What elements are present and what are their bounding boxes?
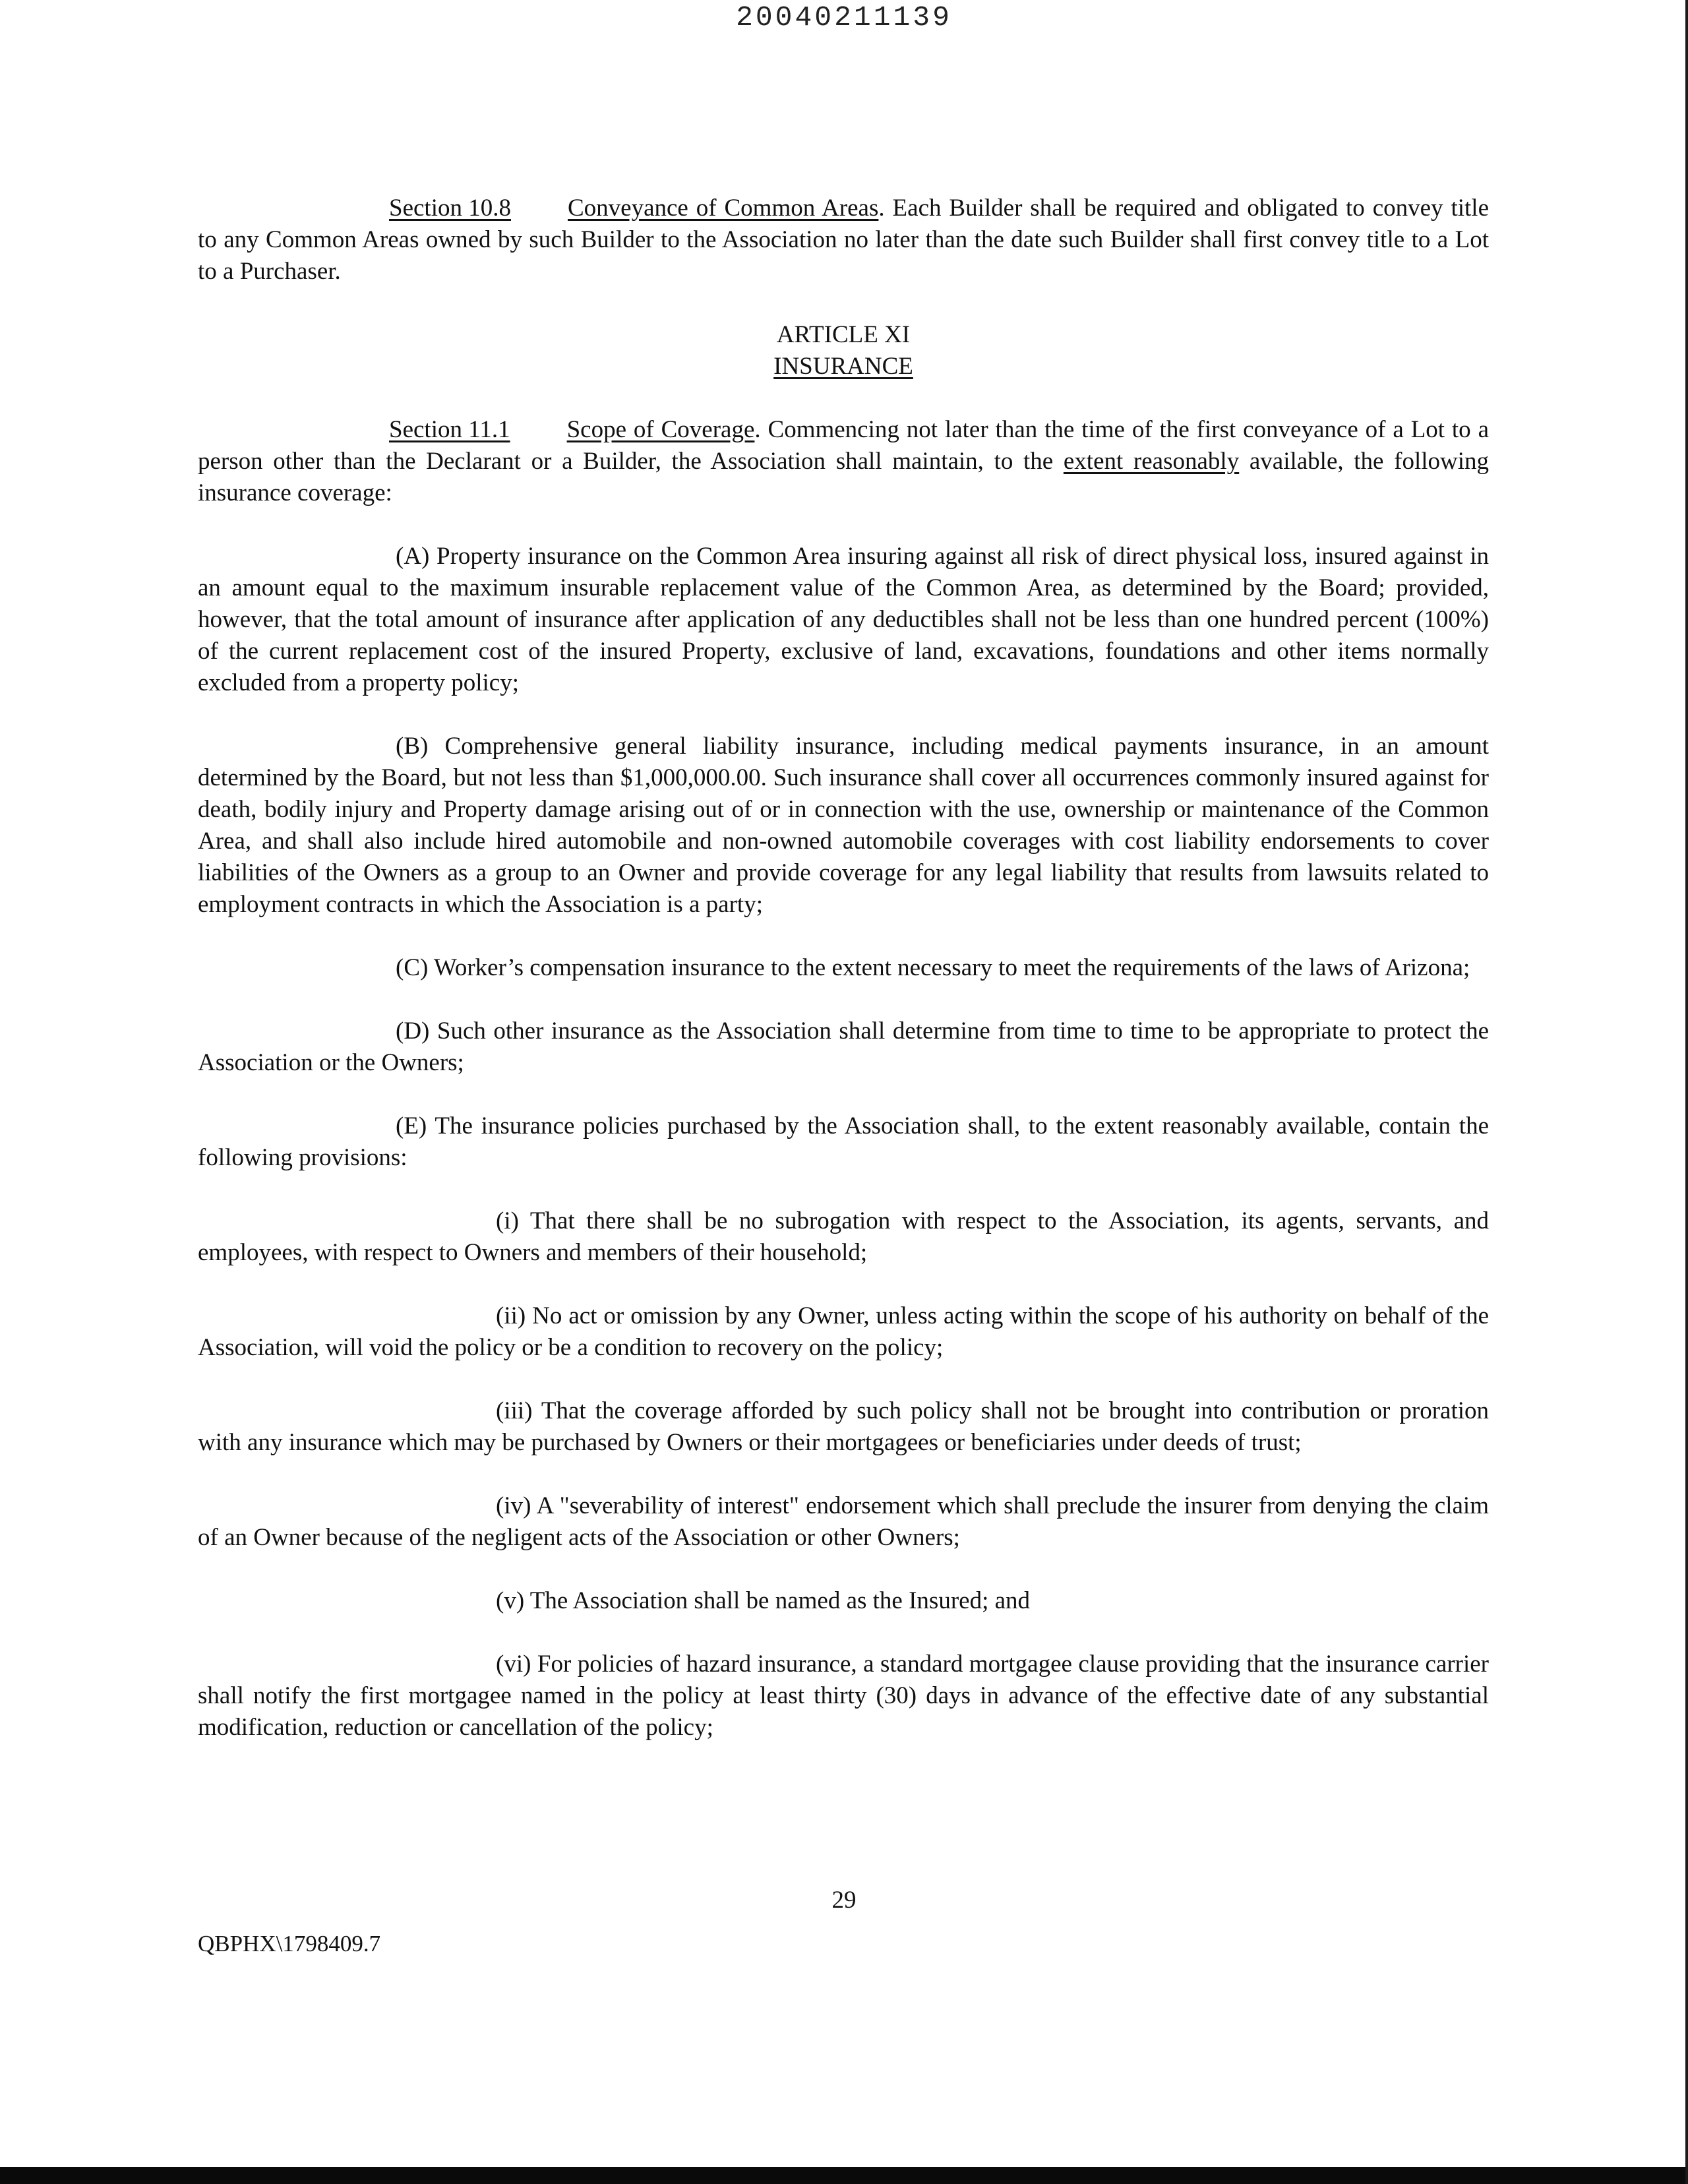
article-title: INSURANCE	[773, 353, 913, 380]
section-11-1-body-after: available, the following insurance coverage:	[198, 448, 1490, 506]
section-10-8	[198, 193, 1489, 288]
section-10-8-number: Section 10.8	[389, 195, 511, 222]
article-number: ARTICLE XI	[776, 321, 911, 348]
document-body	[198, 193, 1489, 1775]
item-b: (B) Comprehensive general liability insurance, including medical payments insurance, in an amount determined by the Board, but not less than $1,000,000.00. Such insurance shall cover all occurrences commonly insured against for death, bodily injury and Property damage arising out of or in connection with the use, ownership or maintenance of the Common Area, and shall also include hired automobile and non-owned automobile coverages with cost liability endorsements to cover liabilities of the Owners as a group to an Owner and provide coverage for any legal liability that results from lawsuits related to employment contracts in which the Association is a party;	[198, 733, 1489, 918]
recording-number: 20040211139	[736, 1, 952, 34]
item-d: (D) Such other insurance as the Association shall determine from time to time to be appropriate to protect the Association or the Owners;	[198, 1017, 1489, 1076]
subitem-iii: (iii) That the coverage afforded by such policy shall not be brought into contribution or proration with any insurance which may be purchased by Owners or their mortgagees or beneficiaries under deeds of trust;	[198, 1397, 1489, 1456]
section-11-1-number: Section 11.1	[389, 416, 510, 443]
section-10-8-title: Conveyance of Common Areas	[567, 195, 879, 222]
article-heading	[198, 319, 1489, 382]
section-10-8-body: . Each Builder shall be required and obligated to convey title to any Common Areas owned by such Builder to the Association no later than the date such Builder shall first convey title to a Lot to a Purchaser.	[198, 195, 1489, 285]
section-11-1	[198, 414, 1489, 509]
scan-bottom-border	[0, 2167, 1688, 2184]
subitem-vi: (vi) For policies of hazard insurance, a standard mortgagee clause providing that the insurance carrier shall notify the first mortgagee named in the policy at least thirty (30) days in advance of the effective date of any substantial modification, reduction or cancellation of the policy;	[198, 1651, 1489, 1741]
item-a: (A) Property insurance on the Common Area insuring against all risk of direct physical loss, insured against in an amount equal to the maximum insurable replacement value of the Common Area, as determined by the Board; provided, however, that the total amount of insurance after application of any deductibles shall not be less than one hundred percent (100%) of the current replacement cost of the insured Property, exclusive of land, excavations, foundations and other items normally excluded from a property policy;	[198, 543, 1489, 696]
subitem-iv: (iv) A "severability of interest" endorsement which shall preclude the insurer from denying the claim of an Owner because of the negligent acts of the Association or other Owners;	[198, 1492, 1489, 1551]
section-11-1-title: Scope of Coverage	[566, 416, 755, 443]
document-id: QBPHX\1798409.7	[198, 1931, 381, 1957]
page-number: 29	[831, 1887, 857, 1914]
subitem-i: (i) That there shall be no subrogation with respect to the Association, its agents, servants, and employees, with respect to Owners and members of their household;	[198, 1207, 1489, 1266]
subitem-v: (v) The Association shall be named as the Insured; and	[496, 1587, 1031, 1614]
item-e: (E) The insurance policies purchased by the Association shall, to the extent reasonably available, contain the following provisions:	[198, 1112, 1489, 1171]
scan-right-edge	[1685, 0, 1688, 2184]
subitem-ii: (ii) No act or omission by any Owner, unless acting within the scope of his authority on behalf of the Association, will void the policy or be a condition to recovery on the policy;	[198, 1302, 1489, 1361]
item-c: (C) Worker’s compensation insurance to the extent necessary to meet the requirements of the laws of Arizona;	[396, 954, 1470, 981]
section-11-1-underlined-phrase: extent reasonably	[1063, 448, 1240, 475]
section-11-1-body-before: . Commencing not later than the time of the first conveyance of a Lot to a person other than the Declarant or a Builder, the Association shall maintain, to the	[198, 416, 1489, 475]
